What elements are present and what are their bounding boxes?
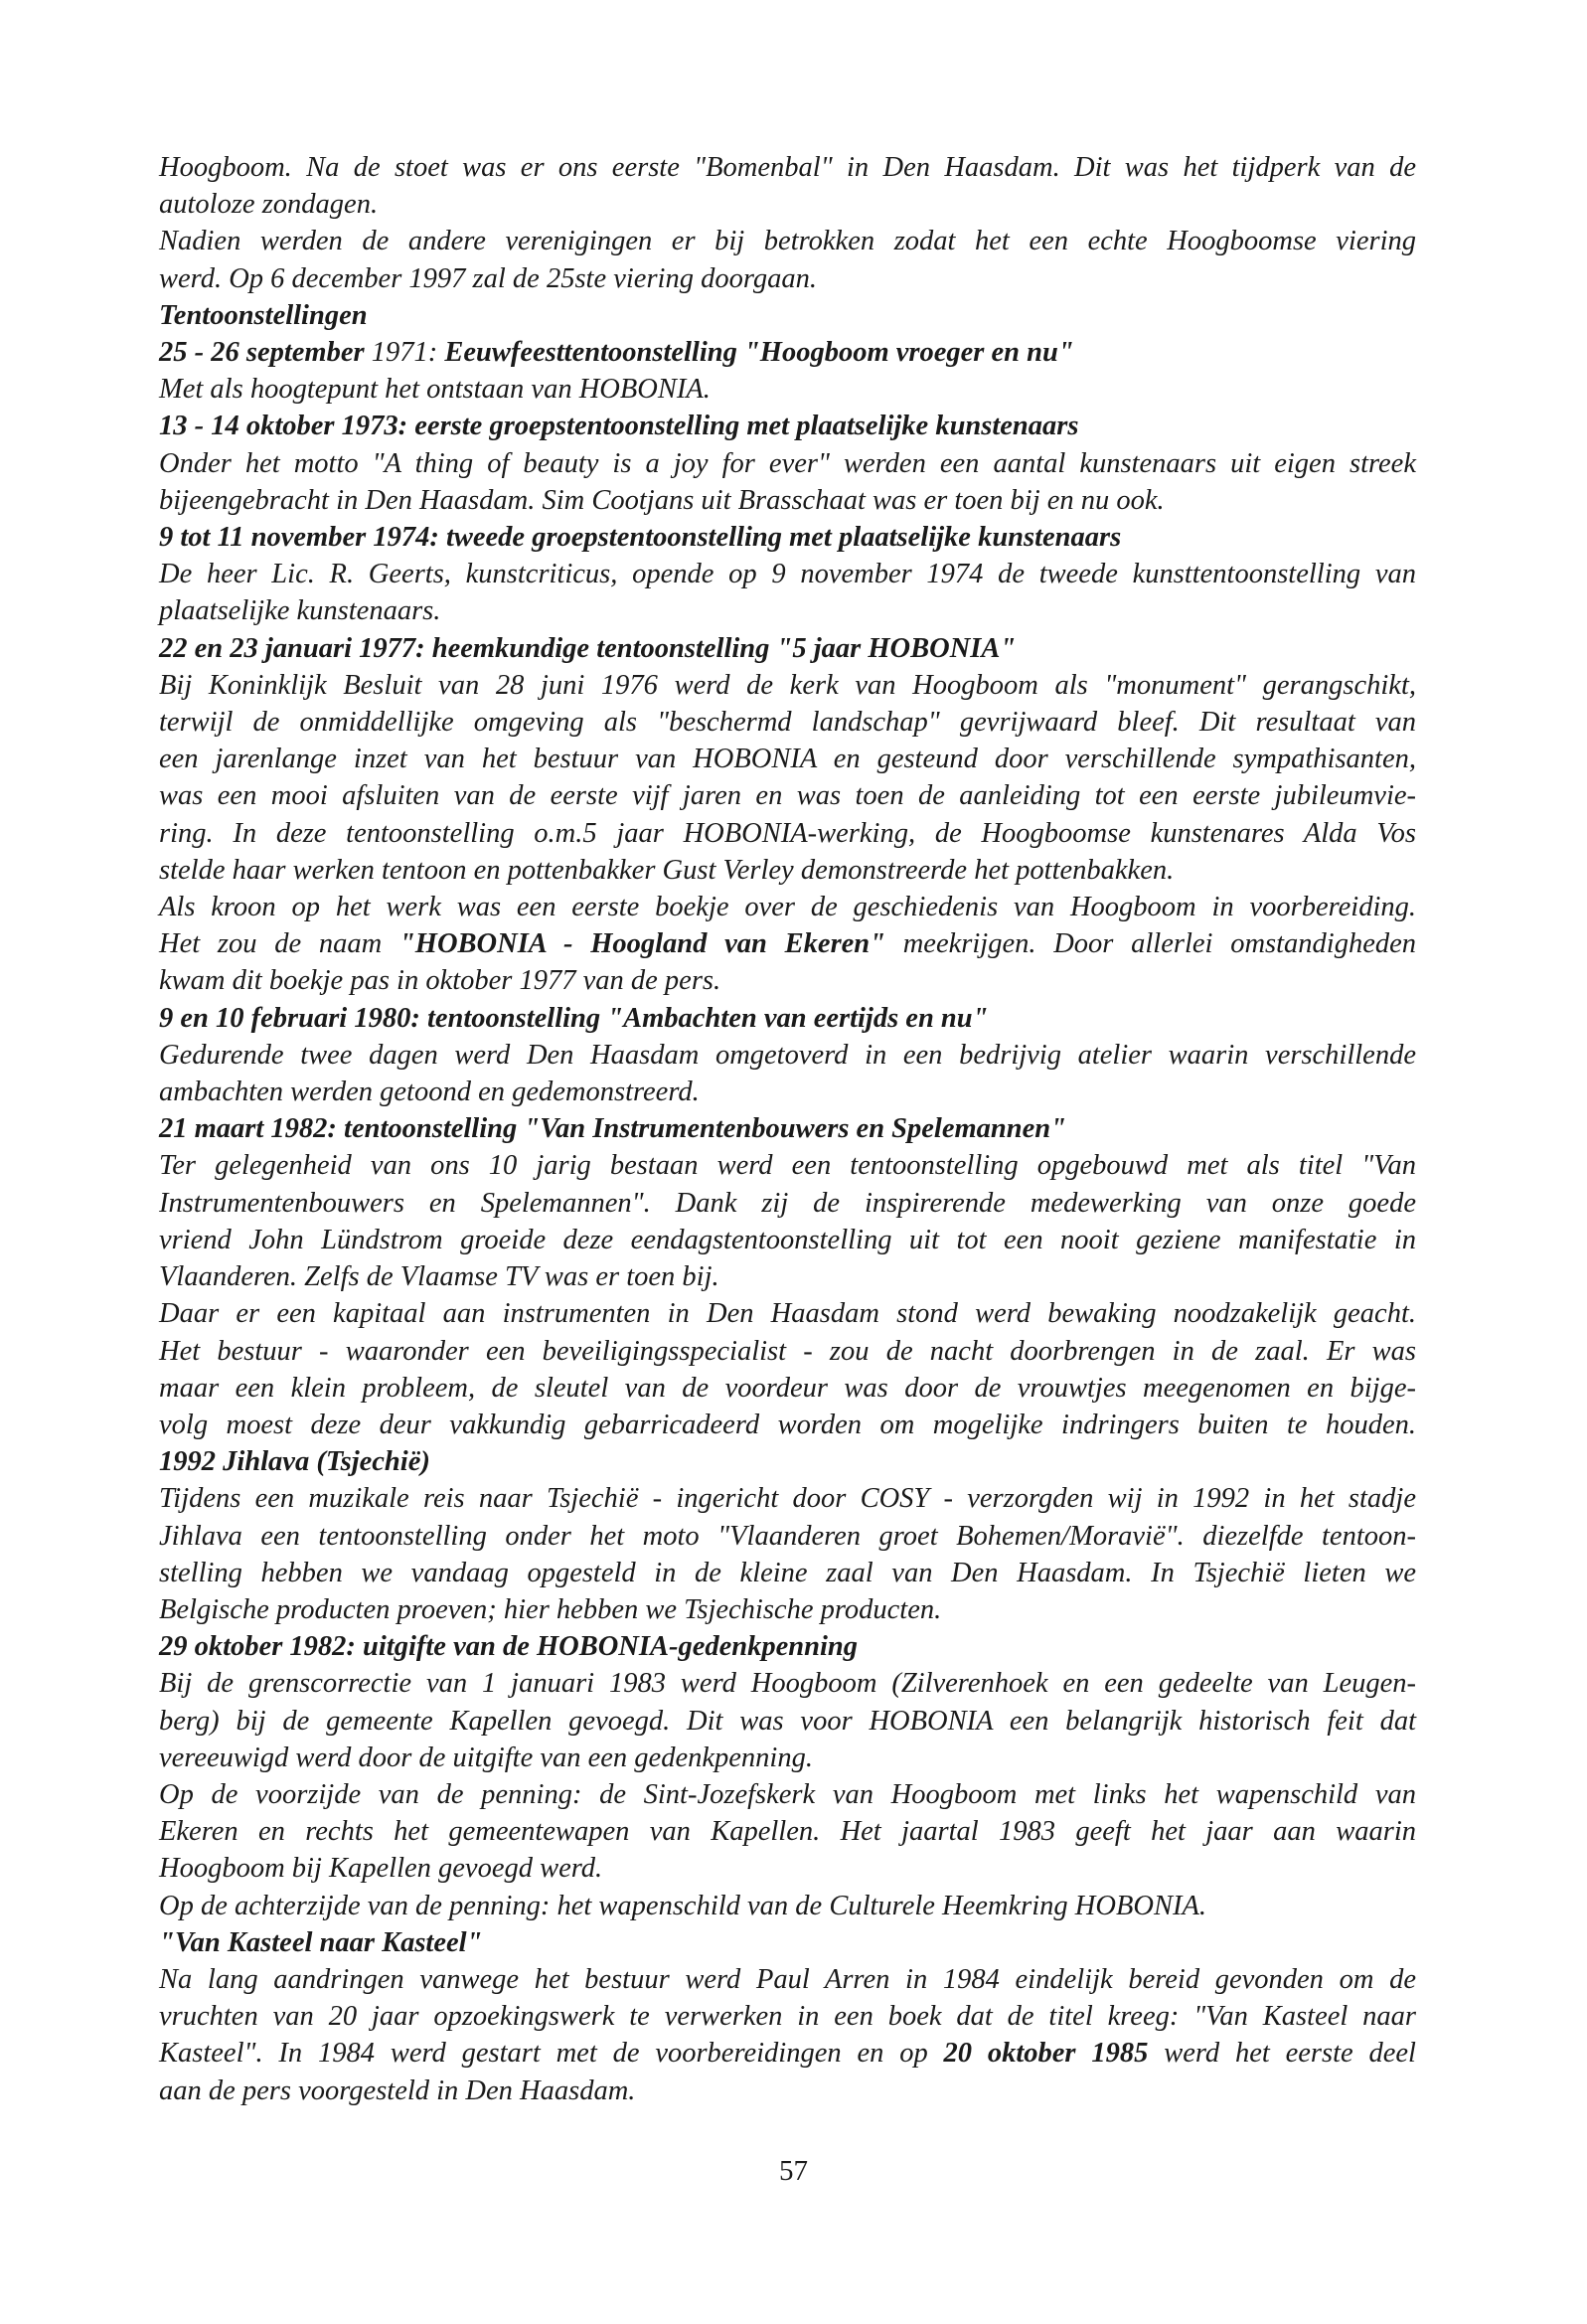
text-line: aan de pers voorgesteld in Den Haasdam. xyxy=(159,2075,636,2106)
text-line: Na lang aandringen vanwege het bestuur werd Paul Arren in 1984 eindelijk bereid gevonden om de xyxy=(159,1963,1416,1995)
text-line: Nadien werden de andere verenigingen er bij betrokken zodat het een echte Hoogboomse viering xyxy=(159,226,1416,257)
text-line: Bij Koninklijk Besluit van 28 juni 1976 werd de kerk van Hoogboom als "monument" gerangschikt, xyxy=(159,669,1416,701)
text-line: vereeuwigd werd door de uitgifte van een gedenkpenning. xyxy=(159,1742,813,1773)
text-line: volg moest deze deur vakkundig gebarricadeerd worden om mogelijke indringers buiten te houden. xyxy=(159,1409,1416,1440)
text-line: ambachten werden getoond en gedemonstreerd. xyxy=(159,1077,700,1108)
text-line: werd. Op 6 december 1997 zal de 25ste viering doorgaan. xyxy=(159,262,817,294)
text-line: bijeengebracht in Den Haasdam. Sim Cootjans uit Brasschaat was er toen bij en nu ook. xyxy=(159,484,1165,516)
text-line: Belgische producten proeven; hier hebben we Tsjechische producten. xyxy=(159,1593,942,1625)
text-line: stelde haar werken tentoon en pottenbakker Gust Verley demonstreerde het pottenbakken. xyxy=(159,854,1175,886)
text-span: Het zou de naam xyxy=(159,928,399,960)
text-line: kwam dit boekje pas in oktober 1977 van de pers. xyxy=(159,965,721,997)
text-line: Onder het motto "A thing of beauty is a joy for ever" werden een aantal kunstenaars uit eigen streek xyxy=(159,447,1416,479)
text-line: vruchten van 20 jaar opzoekingswerk te verwerken in een boek dat de titel kreeg: "Van Kasteel naar xyxy=(159,2001,1416,2033)
bold-text: 25 - 26 september xyxy=(159,337,365,369)
text-line: Op de achterzijde van de penning: het wapenschild van de Culturele Heemkring HOBONIA. xyxy=(159,1890,1206,1921)
section-heading: Tentoonstellingen xyxy=(159,299,368,331)
text-line xyxy=(159,925,1416,962)
section-heading: 1992 Jihlava (Tsjechië) xyxy=(159,1446,430,1478)
bold-text: Eeuwfeesttentoonstelling "Hoogboom vroeger en nu" xyxy=(444,337,1074,369)
text-line: Hoogboom bij Kapellen gevoegd werd. xyxy=(159,1853,603,1885)
text-line: plaatselijke kunstenaars. xyxy=(159,595,441,627)
text-line: Met als hoogtepunt het ontstaan van HOBONIA. xyxy=(159,374,711,406)
section-heading: 22 en 23 januari 1977: heemkundige tentoonstelling "5 jaar HOBONIA" xyxy=(159,632,1017,664)
text-line: Bij de grenscorrectie van 1 januari 1983 werd Hoogboom (Zilverenhoek en een gedeelte van Leugen- xyxy=(159,1668,1416,1700)
text-line: Op de voorzijde van de penning: de Sint-Jozefskerk van Hoogboom met links het wapenschild van xyxy=(159,1778,1416,1810)
text-line: Als kroon op het werk was een eerste boekje over de geschiedenis van Hoogboom in voorbereiding. xyxy=(159,892,1416,923)
section-heading: 21 maart 1982: tentoonstelling "Van Instrumentenbouwers en Spelemannen" xyxy=(159,1113,1066,1145)
text-line: De heer Lic. R. Geerts, kunstcriticus, opende op 9 november 1974 de tweede kunsttentoonstelling van xyxy=(159,559,1416,590)
text-line: maar een klein probleem, de sleutel van de voordeur was door de vrouwtjes meegenomen en bijge- xyxy=(159,1372,1416,1404)
text-line: Hoogboom. Na de stoet was er ons eerste "Bomenbal" in Den Haasdam. Dit was het tijdperk van de xyxy=(159,152,1416,183)
text-line xyxy=(159,2035,1416,2072)
text-span: 1971: xyxy=(364,337,445,369)
text-line: Daar er een kapitaal aan instrumenten in Den Haasdam stond werd bewaking noodzakelijk geacht. xyxy=(159,1298,1416,1330)
text-line: terwijl de onmiddellijke omgeving als "beschermd landschap" gevrijwaard bleef. Dit resultaat van xyxy=(159,707,1416,739)
bold-text: "HOBONIA - Hoogland van Ekeren" xyxy=(398,928,885,960)
text-line: ring. In deze tentoonstelling o.m.5 jaar HOBONIA-werking, de Hoogboomse kunstenares Alda Vos xyxy=(159,817,1416,849)
text-line: een jarenlange inzet van het bestuur van HOBONIA en gesteund door verschillende sympathisanten, xyxy=(159,744,1416,775)
bold-text: 20 oktober 1985 xyxy=(943,2038,1149,2070)
page-number: 57 xyxy=(779,2155,808,2187)
section-heading: 29 oktober 1982: uitgifte van de HOBONIA-gedenkpenning xyxy=(159,1631,858,1663)
text-line: Ekeren en rechts het gemeentewapen van Kapellen. Het jaartal 1983 geeft het jaar aan waarin xyxy=(159,1816,1416,1848)
section-heading: 9 en 10 februari 1980: tentoonstelling "Ambachten van eertijds en nu" xyxy=(159,1002,989,1034)
text-line: Tijdens een muzikale reis naar Tsjechië - ingericht door COSY - verzorgden wij in 1992 in het stadje xyxy=(159,1483,1416,1515)
text-line: stelling hebben we vandaag opgesteld in de kleine zaal van Den Haasdam. In Tsjechië lieten we xyxy=(159,1557,1416,1588)
text-span: werd het eerste deel xyxy=(1148,2038,1416,2070)
text-line: Vlaanderen. Zelfs de Vlaamse TV was er toen bij. xyxy=(159,1261,719,1293)
document-body xyxy=(159,149,1416,2109)
text-line: berg) bij de gemeente Kapellen gevoegd. Dit was voor HOBONIA een belangrijk historisch feit dat xyxy=(159,1705,1416,1737)
text-line: Gedurende twee dagen werd Den Haasdam omgetoverd in een bedrijvig atelier waarin verschillende xyxy=(159,1039,1416,1071)
text-line: Ter gelegenheid van ons 10 jarig bestaan werd een tentoonstelling opgebouwd met als titel "Van xyxy=(159,1150,1416,1182)
section-heading: 13 - 14 oktober 1973: eerste groepstentoonstelling met plaatselijke kunstenaars xyxy=(159,411,1079,442)
text-line: was een mooi afsluiten van de eerste vijf jaren en was toen de aanleiding tot een eerste jubileumvie- xyxy=(159,780,1416,812)
text-span: Kasteel". In 1984 werd gestart met de voorbereidingen en op xyxy=(159,2038,944,2070)
text-line: vriend John Lündstrom groeide deze eendagstentoonstelling uit tot een nooit geziene manifestatie in xyxy=(159,1224,1416,1255)
text-line: Instrumentenbouwers en Spelemannen". Dank zij de inspirerende medewerking van onze goede xyxy=(159,1187,1416,1219)
section-heading: "Van Kasteel naar Kasteel" xyxy=(159,1926,483,1958)
text-line: Het bestuur - waaronder een beveiligingsspecialist - zou de nacht doorbrengen in de zaal. Er was xyxy=(159,1335,1416,1367)
text-line: autoloze zondagen. xyxy=(159,189,379,221)
text-line: Jihlava een tentoonstelling onder het moto "Vlaanderen groet Bohemen/Moravië". diezelfde tentoon- xyxy=(159,1520,1416,1552)
text-span: meekrijgen. Door allerlei omstandigheden xyxy=(884,928,1416,960)
text-line xyxy=(159,334,1416,371)
section-heading: 9 tot 11 november 1974: tweede groepstentoonstelling met plaatselijke kunstenaars xyxy=(159,522,1122,554)
